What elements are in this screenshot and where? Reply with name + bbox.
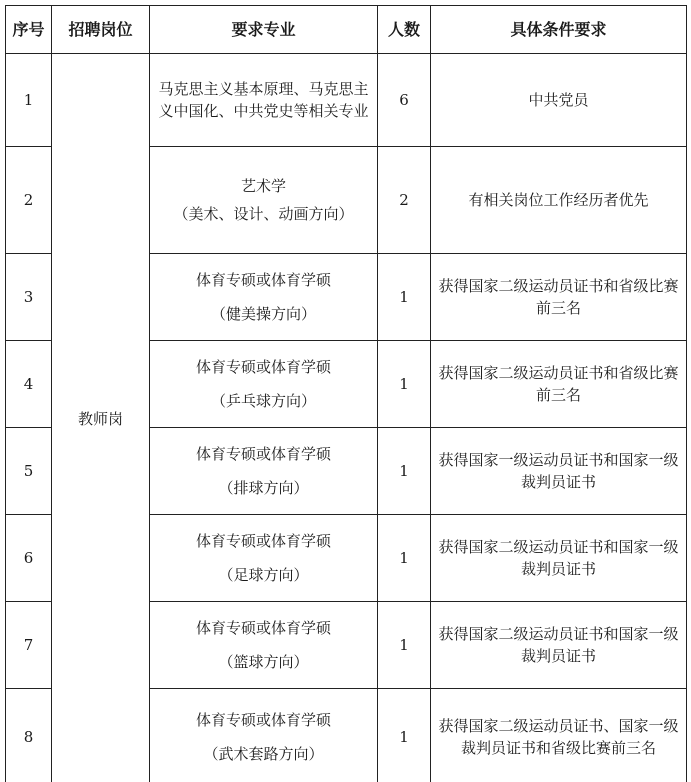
cell-count: 1 <box>378 515 431 602</box>
cell-count: 1 <box>378 689 431 782</box>
major-direction: （健美操方向） <box>210 305 316 323</box>
header-count: 人数 <box>378 6 431 54</box>
major-name: 体育专硕或体育学硕 <box>195 445 331 463</box>
cell-major <box>150 515 378 602</box>
cell-major <box>150 602 378 689</box>
table-row <box>6 54 687 147</box>
header-conditions: 具体条件要求 <box>431 6 687 54</box>
cell-major <box>150 254 378 341</box>
cell-conditions: 获得国家二级运动员证书和国家一级裁判员证书 <box>431 602 687 689</box>
cell-major <box>150 428 378 515</box>
cell-count: 1 <box>378 602 431 689</box>
cell-conditions: 获得国家二级运动员证书、国家一级裁判员证书和省级比赛前三名 <box>431 689 687 782</box>
cell-count: 6 <box>378 54 431 147</box>
cell-no: 1 <box>6 54 52 147</box>
cell-count: 1 <box>378 341 431 428</box>
major-direction: （足球方向） <box>218 566 309 584</box>
cell-conditions: 获得国家一级运动员证书和国家一级裁判员证书 <box>431 428 687 515</box>
cell-no: 6 <box>6 515 52 602</box>
cell-major <box>150 341 378 428</box>
major-direction: （武术套路方向） <box>203 744 324 763</box>
major-name: 体育专硕或体育学硕 <box>195 532 331 550</box>
cell-no: 2 <box>6 147 52 254</box>
cell-conditions: 中共党员 <box>431 54 687 147</box>
major-direction: （乒乓球方向） <box>210 392 316 410</box>
cell-count: 1 <box>378 254 431 341</box>
cell-count: 2 <box>378 147 431 254</box>
cell-conditions: 获得国家二级运动员证书和省级比赛前三名 <box>431 254 687 341</box>
cell-major <box>150 147 378 254</box>
cell-count: 1 <box>378 428 431 515</box>
cell-no: 3 <box>6 254 52 341</box>
major-direction: （排球方向） <box>218 479 309 497</box>
cell-position: 教师岗 <box>52 54 150 782</box>
major-name: 体育专硕或体育学硕 <box>195 358 331 376</box>
header-major: 要求专业 <box>150 6 378 54</box>
cell-no: 8 <box>6 689 52 782</box>
cell-conditions: 获得国家二级运动员证书和国家一级裁判员证书 <box>431 515 687 602</box>
cell-no: 4 <box>6 341 52 428</box>
cell-no: 7 <box>6 602 52 689</box>
major-direction: （美术、设计、动画方向） <box>173 205 354 223</box>
major-name: 体育专硕或体育学硕 <box>195 710 331 729</box>
major-direction: （篮球方向） <box>218 653 309 671</box>
cell-major <box>150 54 378 147</box>
cell-conditions: 有相关岗位工作经历者优先 <box>431 147 687 254</box>
cell-no: 5 <box>6 428 52 515</box>
major-name: 马克思主义基本原理、马克思主义中国化、中共党史等相关专业 <box>158 80 369 120</box>
cell-major <box>150 689 378 782</box>
major-name: 艺术学 <box>240 177 286 195</box>
major-name: 体育专硕或体育学硕 <box>195 271 331 289</box>
header-no: 序号 <box>6 6 52 54</box>
cell-conditions: 获得国家二级运动员证书和省级比赛前三名 <box>431 341 687 428</box>
major-name: 体育专硕或体育学硕 <box>195 619 331 637</box>
header-position: 招聘岗位 <box>52 6 150 54</box>
table-header-row <box>6 6 687 54</box>
recruitment-table <box>5 5 687 782</box>
